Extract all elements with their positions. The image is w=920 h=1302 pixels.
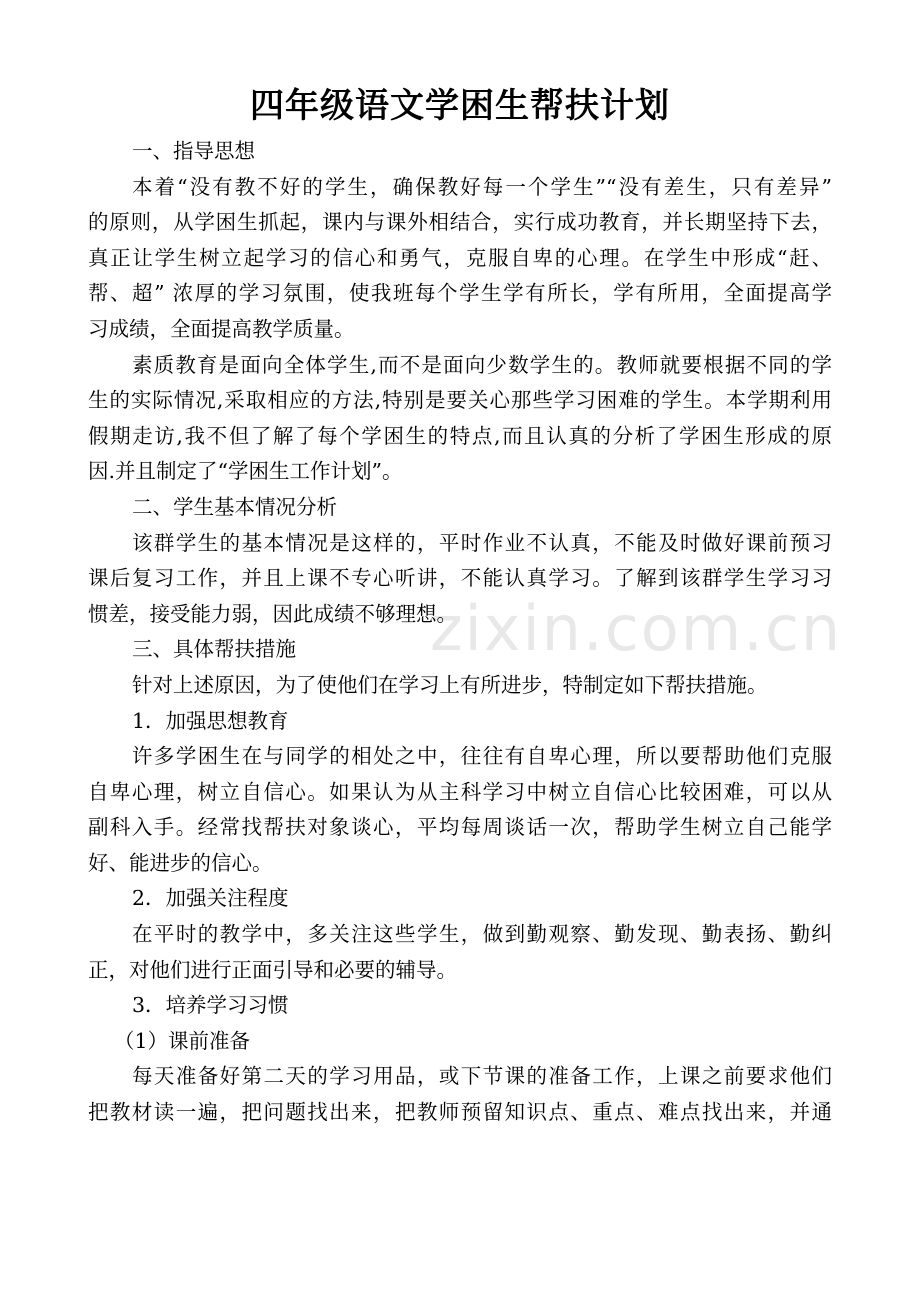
text-line: 针对上述原因，为了使他们在学习上有所进步，特制定如下帮扶措施。 (132, 672, 768, 697)
text-line: 惯差，接受能力弱，因此成绩不够理想。 (88, 601, 457, 626)
text-line: 许多学困生在与同学的相处之中，往往有自卑心理，所以要帮助他们克服 (132, 744, 832, 769)
text-line: 每天准备好第二天的学习用品，或下节课的准备工作，上课之前要求他们 (132, 1064, 832, 1089)
text-line: 自卑心理，树立自信心。如果认为从主科学习中树立自信心比较困难，可以从 (88, 779, 832, 804)
text-line: 把教材读一遍，把问题找出来，把教师预留知识点、重点、难点找出来，并通 (88, 1100, 832, 1125)
text-line: 副科入手。经常找帮扶对象谈心，平均每周谈话一次，帮助学生树立自己能学 (88, 815, 832, 840)
text-line: 帮、超” 浓厚的学习氛围，使我班每个学生学有所长，学有所用，全面提高学 (88, 281, 832, 306)
text-line: 生的实际情况,采取相应的方法,特别是要关心那些学习困难的学生。本学期利用 (88, 388, 832, 413)
text-line: 假期走访,我不但了解了每个学困生的特点,而且认真的分析了学困生形成的原 (88, 423, 832, 448)
text-line: 好、能进步的信心。 (88, 850, 273, 875)
section-heading-student-analysis: 二、学生基本情况分析 (132, 494, 337, 519)
section-heading-guiding-thought: 一、指导思想 (132, 139, 255, 163)
text-line: 在平时的教学中，多关注这些学生，做到勤观察、勤发现、勤表扬、勤纠 (132, 922, 832, 947)
item-heading-attention: 2．加强关注程度 (132, 886, 289, 911)
text-line: 该群学生的基本情况是这样的，平时作业不认真，不能及时做好课前预习 (132, 530, 832, 555)
text-line: 正，对他们进行正面引导和必要的辅导。 (88, 957, 457, 982)
document-title: 四年级语文学困生帮扶计划 (250, 86, 670, 126)
text-line: 习成绩，全面提高教学质量。 (88, 316, 355, 341)
text-line: 课后复习工作，并且上课不专心听讲，不能认真学习。了解到该群学生学习习 (88, 566, 832, 591)
text-line: 真正让学生树立起学习的信心和勇气，克服自卑的心理。在学生中形成“赶、 (88, 245, 832, 270)
text-line: 因.并且制定了“学困生工作计划”。 (88, 459, 403, 484)
section-heading-measures: 三、具体帮扶措施 (132, 637, 296, 662)
subitem-heading-preparation: （1）课前准备 (114, 1028, 251, 1053)
watermark: zixin.com.cn (430, 592, 843, 665)
item-heading-ideology: 1．加强思想教育 (132, 708, 289, 733)
item-heading-habits: 3．培养学习习惯 (132, 993, 289, 1018)
text-line: 本着“没有教不好的学生，确保教好每一个学生”“没有差生，只有差异” (132, 174, 832, 199)
document-page (88, 78, 832, 1131)
text-line: 的原则，从学困生抓起，课内与课外相结合，实行成功教育，并长期坚持下去， (88, 210, 832, 235)
text-line: 素质教育是面向全体学生,而不是面向少数学生的。教师就要根据不同的学 (132, 352, 832, 377)
